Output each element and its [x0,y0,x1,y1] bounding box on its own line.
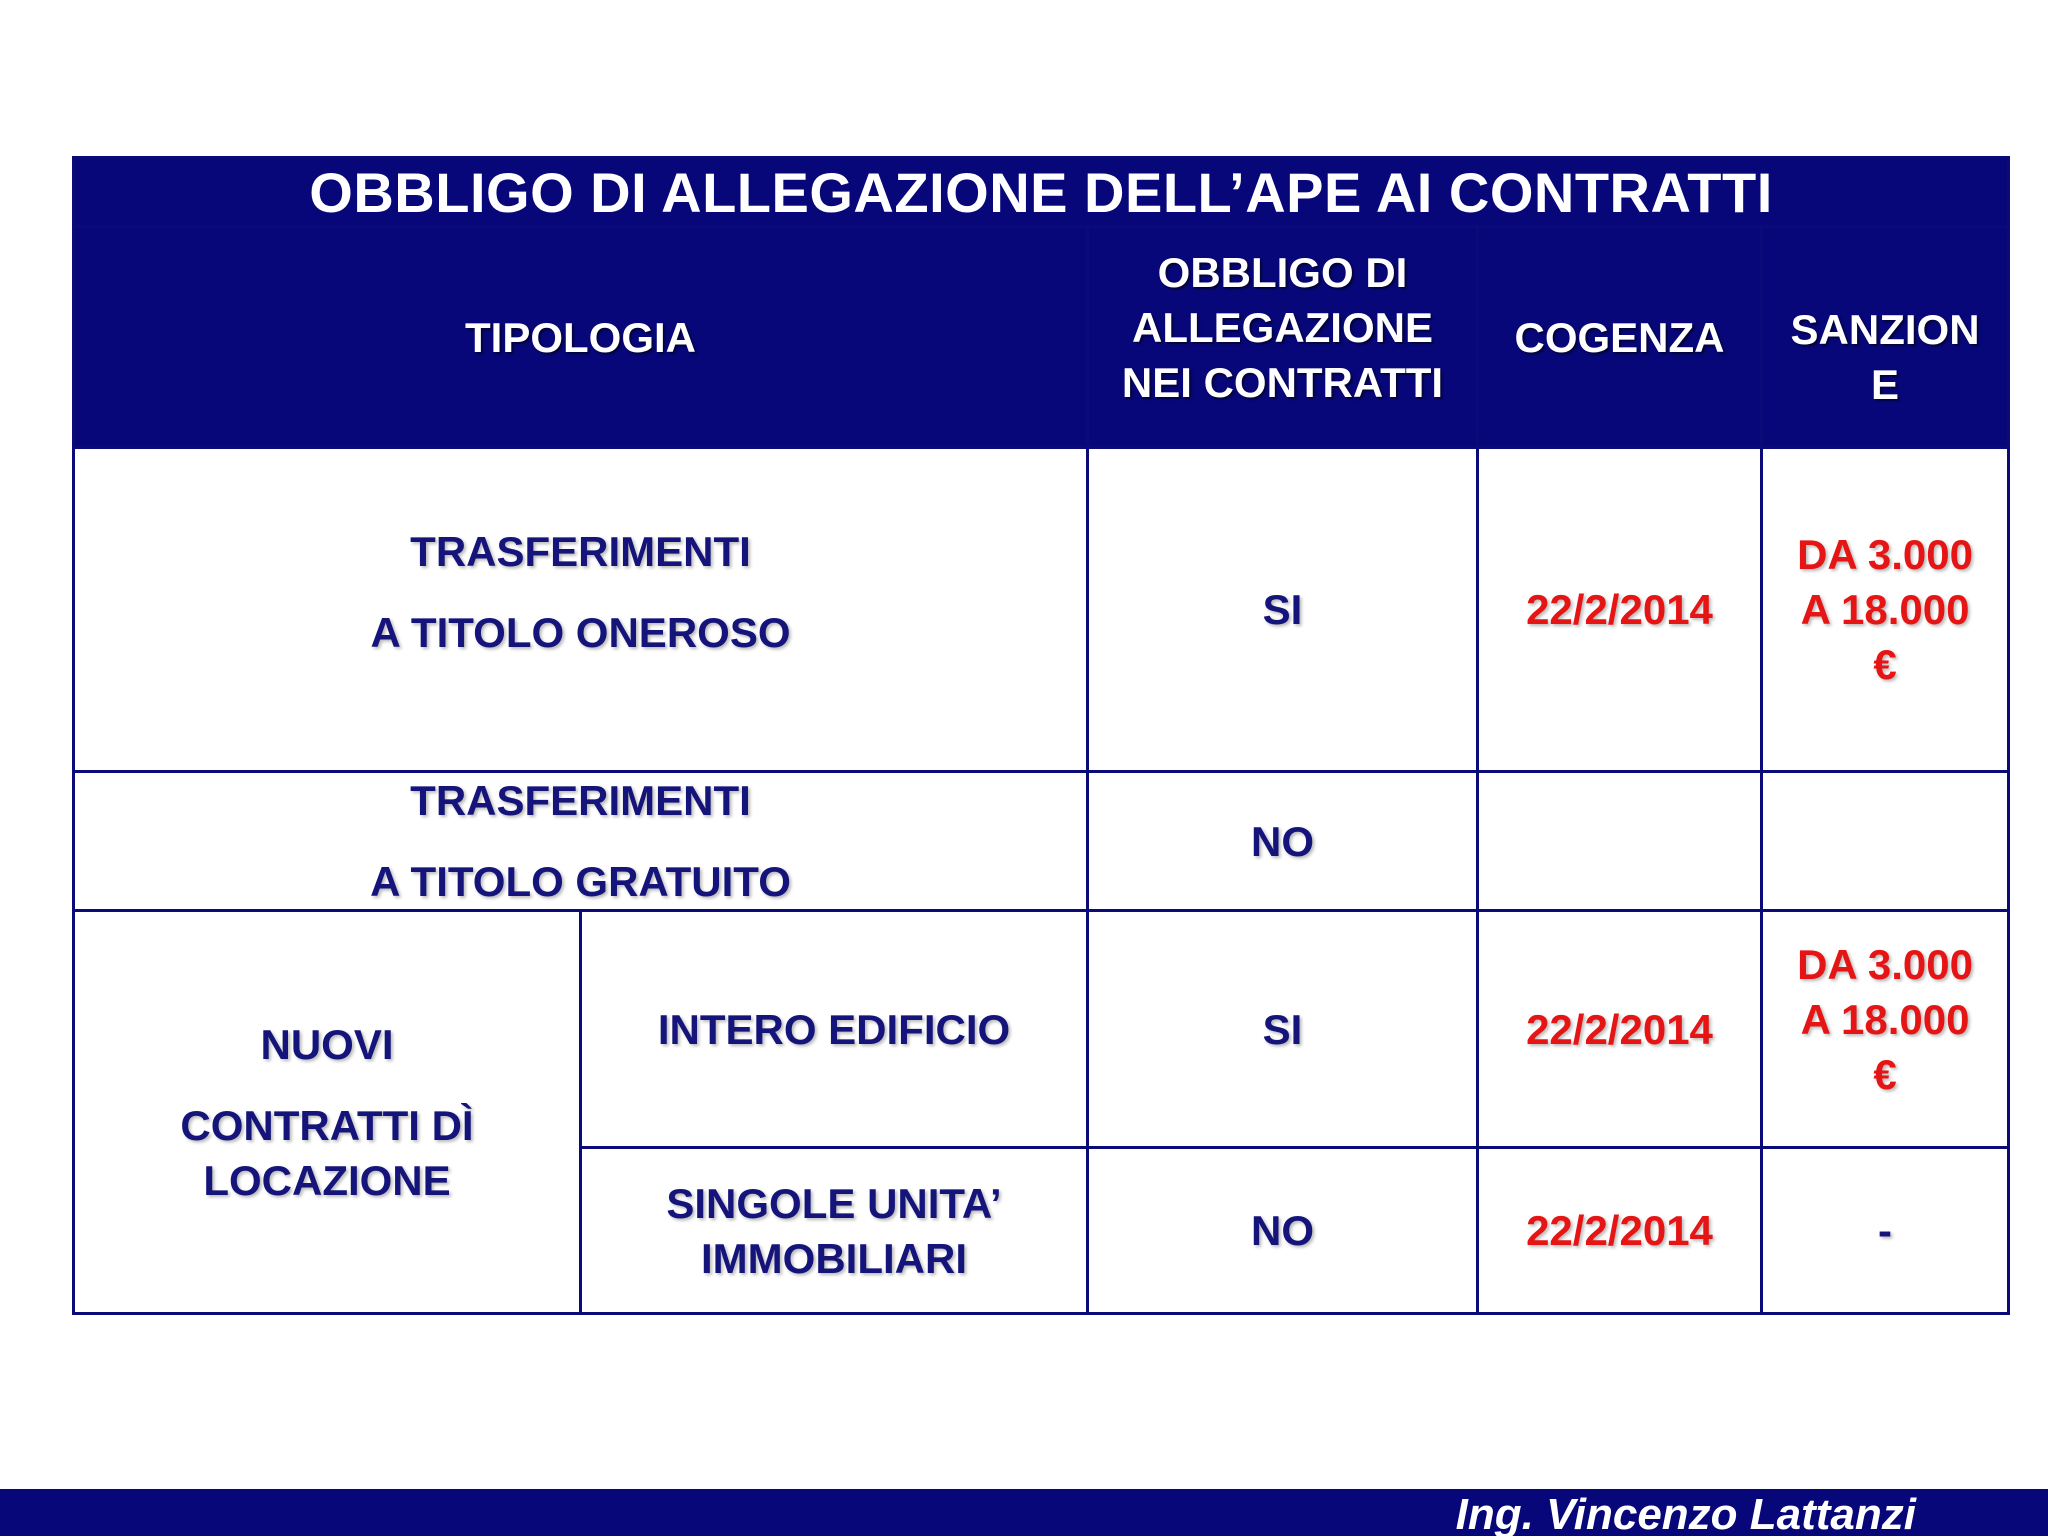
locazione-group-line-2: CONTRATTI DÌ [180,1101,474,1149]
header-obbligo [1088,227,1478,448]
ape-obligation-table [72,156,2010,1315]
tipologia-gratuito-line-2: A TITOLO GRATUITO [370,858,791,905]
cogenza-singole-value: 22/2/2014 [1526,1207,1713,1254]
obbligo-oneroso-value: SI [1262,586,1303,633]
cell-label-singole [581,1148,1088,1314]
header-sanzione [1762,227,2009,448]
singole-label-line-1: SINGOLE UNITA’ [666,1179,1002,1227]
cell-cogenza-singole [1478,1148,1762,1314]
cogenza-oneroso-value: 22/2/2014 [1526,586,1713,633]
cell-cogenza-intero [1478,911,1762,1148]
cell-sanzione-intero [1762,911,2009,1148]
cell-cogenza-gratuito [1478,772,1762,911]
tipologia-gratuito-line-1: TRASFERIMENTI [410,777,751,824]
cell-sanzione-gratuito [1762,772,2009,911]
table-row-intero-edificio [74,911,2009,1148]
sanzione-intero-line-1: DA 3.000 [1797,940,1973,988]
table-row-oneroso [74,448,2009,772]
header-tipologia [74,227,1088,448]
sanzione-oneroso-line-1: DA 3.000 [1797,531,1973,578]
cell-label-intero [581,911,1088,1148]
sanzione-oneroso-line-3: € [1873,641,1897,688]
cell-obbligo-oneroso [1088,448,1478,772]
tipologia-oneroso-line-2: A TITOLO ONEROSO [370,608,791,656]
cell-cogenza-oneroso [1478,448,1762,772]
cogenza-intero-value: 22/2/2014 [1526,1005,1713,1053]
cell-sanzione-singole [1762,1148,2009,1314]
header-tipologia-label: TIPOLOGIA [465,313,696,361]
tipologia-oneroso-line-1: TRASFERIMENTI [410,527,751,575]
header-sanzione-line-2: E [1871,361,1900,408]
sanzione-intero-line-3: € [1873,1050,1897,1098]
cell-obbligo-gratuito [1088,772,1478,911]
header-cogenza [1478,227,1762,448]
cell-obbligo-intero [1088,911,1478,1148]
obbligo-singole-value: NO [1251,1207,1314,1254]
cell-tipologia-oneroso [74,448,1088,772]
cell-tipologia-gratuito [74,772,1088,911]
header-cogenza-label: COGENZA [1514,313,1725,361]
sanzione-singole-value: - [1878,1207,1893,1254]
header-sanzione-line-1: SANZION [1790,306,1980,353]
locazione-group-line-3: LOCAZIONE [203,1156,451,1204]
header-obbligo-line-3: NEI CONTRATTI [1121,358,1444,406]
locazione-group-line-1: NUOVI [260,1020,394,1068]
singole-label-line-2: IMMOBILIARI [701,1234,967,1282]
sanzione-intero-line-2: A 18.000 [1800,995,1970,1043]
obbligo-gratuito-value: NO [1251,817,1314,865]
obbligo-intero-value: SI [1262,1005,1303,1053]
author-name: Ing. Vincenzo Lattanzi [1455,1490,1916,1539]
table-row-gratuito [74,772,2009,911]
sanzione-oneroso-line-2: A 18.000 [1800,586,1970,633]
cell-sanzione-oneroso [1762,448,2009,772]
table-title: OBBLIGO DI ALLEGAZIONE DELL’APE AI CONTRATTI [74,158,2009,227]
header-obbligo-line-1: OBBLIGO DI [1157,248,1408,296]
cell-locazione-group [74,911,581,1314]
intero-label: INTERO EDIFICIO [657,1005,1011,1053]
header-obbligo-line-2: ALLEGAZIONE [1132,303,1433,351]
cell-obbligo-singole [1088,1148,1478,1314]
